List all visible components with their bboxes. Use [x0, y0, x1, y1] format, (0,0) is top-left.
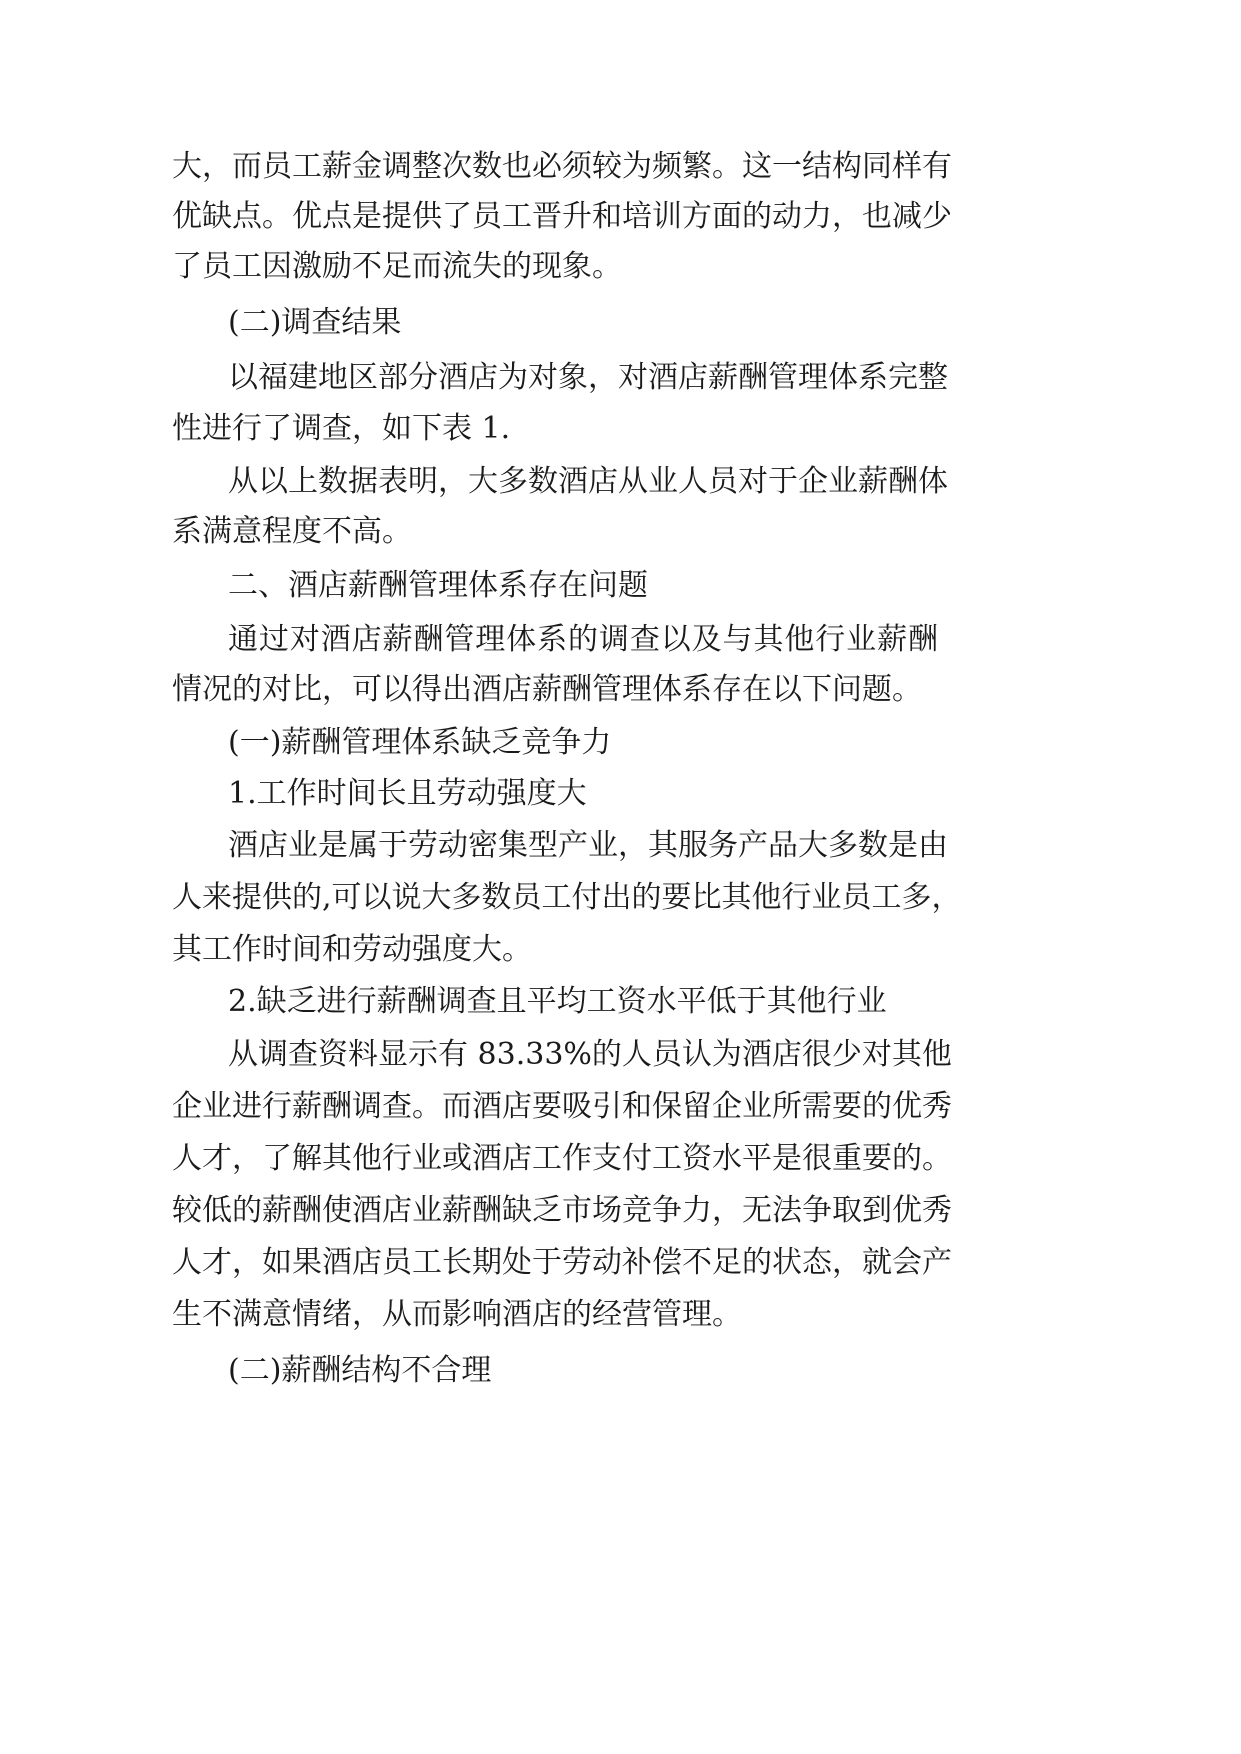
body-text-line: 系满意程度不高。: [172, 514, 412, 549]
section-heading: (二)调查结果: [228, 305, 402, 340]
body-text-line: 情况的对比，可以得出酒店薪酬管理体系存在以下问题。: [172, 672, 922, 707]
body-text-line: 企业进行薪酬调查。而酒店要吸引和保留企业所需要的优秀: [172, 1089, 952, 1124]
chapter-heading: 二、酒店薪酬管理体系存在问题: [228, 568, 648, 603]
body-text-line: 生不满意情绪，从而影响酒店的经营管理。: [172, 1297, 742, 1332]
body-text-line: 通过对酒店薪酬管理体系的调查以及与其他行业薪酬: [228, 622, 938, 657]
section-heading: (二)薪酬结构不合理: [228, 1353, 492, 1388]
body-text-line: 其工作时间和劳动强度大。: [172, 932, 532, 967]
body-text-line: 性进行了调查，如下表 1.: [172, 411, 511, 446]
body-text-line: 酒店业是属于劳动密集型产业，其服务产品大多数是由: [228, 828, 948, 863]
subsection-heading: 2.缺乏进行薪酬调查且平均工资水平低于其他行业: [228, 984, 887, 1019]
body-text-line: 人才，如果酒店员工长期处于劳动补偿不足的状态，就会产: [172, 1245, 952, 1280]
section-heading: (一)薪酬管理体系缺乏竞争力: [228, 725, 612, 760]
body-text-line: 大，而员工薪金调整次数也必须较为频繁。这一结构同样有: [172, 149, 952, 184]
body-text-line: 较低的薪酬使酒店业薪酬缺乏市场竞争力，无法争取到优秀: [172, 1193, 952, 1228]
body-text-line: 人来提供的,可以说大多数员工付出的要比其他行业员工多，: [172, 880, 962, 915]
body-text-line: 从以上数据表明，大多数酒店从业人员对于企业薪酬体: [228, 464, 948, 499]
body-text-line: 从调查资料显示有 83.33%的人员认为酒店很少对其他: [228, 1037, 952, 1072]
body-text-line: 以福建地区部分酒店为对象，对酒店薪酬管理体系完整: [228, 360, 948, 395]
body-text-line: 了员工因激励不足而流失的现象。: [172, 249, 622, 284]
subsection-heading: 1.工作时间长且劳动强度大: [228, 776, 587, 811]
body-text-line: 人才，了解其他行业或酒店工作支付工资水平是很重要的。: [172, 1141, 952, 1176]
body-text-line: 优缺点。优点是提供了员工晋升和培训方面的动力，也减少: [172, 199, 952, 234]
